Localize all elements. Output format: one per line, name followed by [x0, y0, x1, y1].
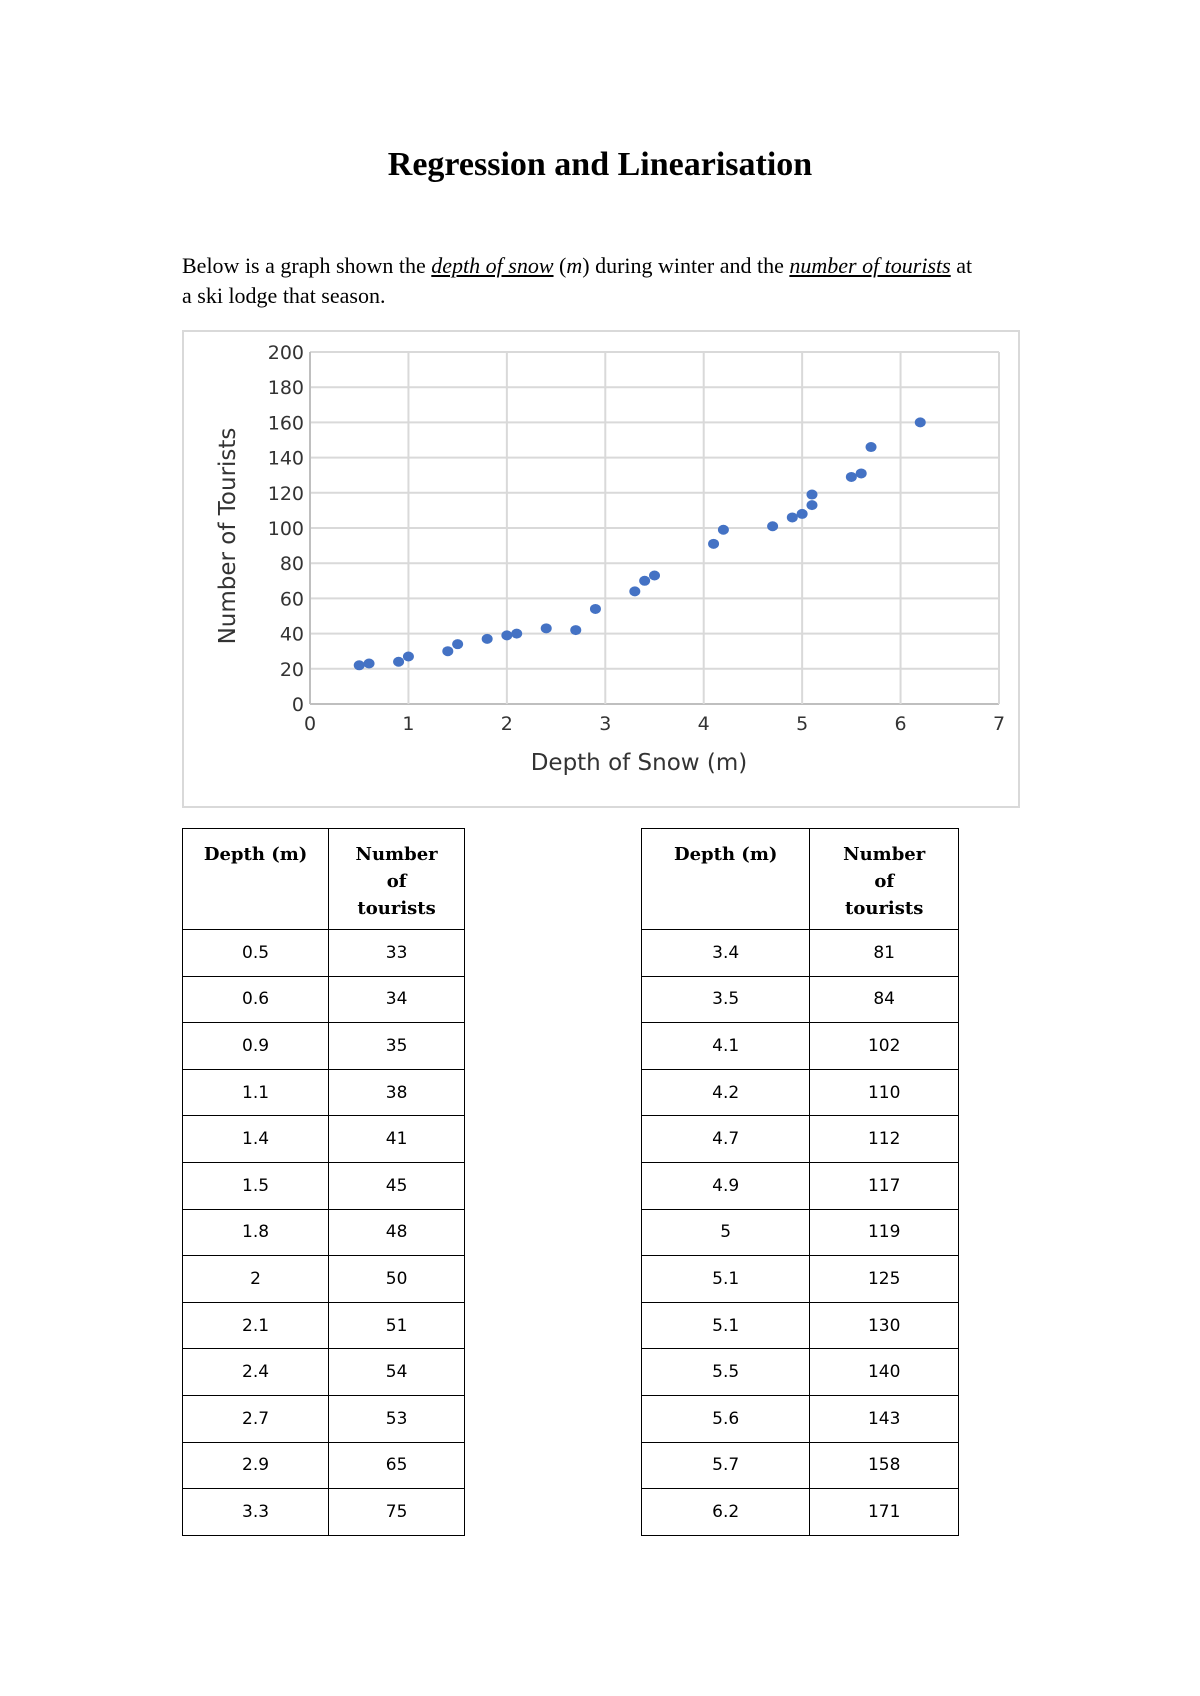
data-point: [856, 468, 867, 478]
chart-tick-labels: [268, 342, 1005, 735]
header-line: Number: [843, 844, 926, 865]
tourists-cell: 102: [810, 1023, 959, 1070]
header-line: of: [874, 871, 895, 892]
data-point: [442, 646, 453, 656]
table-row: [642, 976, 959, 1023]
tourists-cell: 110: [810, 1069, 959, 1116]
tourists-cell: 143: [810, 1395, 959, 1442]
y-tick-label: 200: [267, 342, 304, 364]
data-point: [541, 623, 552, 633]
tourists-cell: 119: [810, 1209, 959, 1256]
table-row: [183, 1256, 465, 1303]
x-tick-label: 0: [303, 713, 317, 735]
depth-cell: 5.1: [642, 1256, 810, 1303]
tourists-cell: 33: [329, 930, 465, 977]
data-point: [482, 634, 493, 644]
table-row: [183, 976, 465, 1023]
data-point: [806, 490, 817, 500]
chart-points: [354, 417, 926, 670]
data-point: [797, 509, 808, 519]
table-row: [183, 1489, 465, 1536]
y-tick-label: 20: [279, 658, 304, 681]
intro-text-3: ) during winter and the: [582, 253, 790, 278]
table-row: [183, 1023, 465, 1070]
intro-text-1: Below is a graph shown the: [182, 253, 432, 278]
chart-grid: [310, 352, 999, 704]
table-row: [183, 930, 465, 977]
header-number-of-tourists: [810, 829, 959, 930]
tourists-cell: 50: [329, 1256, 465, 1303]
depth-cell: 5.1: [642, 1302, 810, 1349]
intro-text-4: at a ski lodge that season.: [182, 253, 973, 308]
y-tick-label: 40: [279, 623, 304, 646]
x-axis-title: Depth of Snow (m): [530, 750, 748, 776]
depth-cell: 3.3: [183, 1489, 329, 1536]
data-point: [511, 629, 522, 639]
table-row: [183, 1162, 465, 1209]
table-row: [183, 1395, 465, 1442]
tourists-cell: 51: [329, 1302, 465, 1349]
data-point: [806, 500, 817, 510]
tourists-cell: 81: [810, 930, 959, 977]
tourists-cell: 140: [810, 1349, 959, 1396]
data-point: [629, 586, 640, 596]
data-point: [718, 525, 729, 535]
depth-cell: 3.4: [642, 930, 810, 977]
y-tick-label: 0: [291, 694, 304, 716]
y-tick-label: 80: [279, 553, 304, 576]
page-title: Regression and Linearisation: [387, 146, 813, 183]
depth-cell: 5.5: [642, 1349, 810, 1396]
table-header-row: [183, 829, 465, 930]
depth-cell: 0.6: [183, 976, 329, 1023]
tourists-cell: 117: [810, 1162, 959, 1209]
data-point: [787, 512, 798, 522]
data-point: [915, 417, 926, 427]
depth-cell: 4.2: [642, 1069, 810, 1116]
table-row: [183, 1116, 465, 1163]
table-row: [183, 1302, 465, 1349]
table-row: [642, 1302, 959, 1349]
depth-cell: 1.5: [183, 1162, 329, 1209]
depth-cell: 2: [183, 1256, 329, 1303]
scatter-chart-svg: [184, 332, 1018, 806]
table-row: [642, 1069, 959, 1116]
data-table-left: [182, 828, 465, 1536]
data-point: [866, 442, 877, 452]
x-tick-label: 1: [402, 713, 415, 735]
y-tick-label: 100: [267, 518, 304, 540]
intro-number-of-tourists: number of tourists: [789, 253, 951, 278]
depth-cell: 4.1: [642, 1023, 810, 1070]
depth-cell: 5.7: [642, 1442, 810, 1489]
depth-cell: 5: [642, 1209, 810, 1256]
data-point: [708, 539, 719, 549]
depth-cell: 0.5: [183, 930, 329, 977]
depth-cell: 5.6: [642, 1395, 810, 1442]
table-row: [183, 1069, 465, 1116]
depth-cell: 6.2: [642, 1489, 810, 1536]
depth-cell: 1.4: [183, 1116, 329, 1163]
data-point: [767, 521, 778, 531]
tourists-cell: 84: [810, 976, 959, 1023]
depth-cell: 2.4: [183, 1349, 329, 1396]
data-point: [452, 639, 463, 649]
scatter-chart: [182, 330, 1020, 808]
depth-cell: 2.7: [183, 1395, 329, 1442]
y-tick-label: 160: [267, 412, 304, 435]
tourists-cell: 34: [329, 976, 465, 1023]
y-axis-title: Number of Tourists: [215, 427, 241, 645]
depth-cell: 3.5: [642, 976, 810, 1023]
intro-unit-m: m: [566, 253, 583, 278]
x-tick-label: 4: [697, 713, 710, 735]
tourists-cell: 125: [810, 1256, 959, 1303]
y-tick-label: 120: [267, 482, 304, 505]
data-table-right: [641, 828, 959, 1536]
y-tick-label: 140: [267, 447, 304, 470]
data-point: [393, 657, 404, 667]
depth-cell: 1.1: [183, 1069, 329, 1116]
tourists-cell: 54: [329, 1349, 465, 1396]
tourists-cell: 158: [810, 1442, 959, 1489]
tourists-cell: 41: [329, 1116, 465, 1163]
table-row: [642, 1349, 959, 1396]
depth-cell: 1.8: [183, 1209, 329, 1256]
x-tick-label: 2: [500, 713, 513, 735]
table-row: [642, 1209, 959, 1256]
table-row: [642, 1489, 959, 1536]
table-row: [642, 1256, 959, 1303]
tourists-cell: 48: [329, 1209, 465, 1256]
depth-cell: 0.9: [183, 1023, 329, 1070]
tourists-cell: 65: [329, 1442, 465, 1489]
tourists-cell: 53: [329, 1395, 465, 1442]
data-point: [354, 660, 365, 670]
header-depth: Depth (m): [642, 829, 810, 930]
x-tick-label: 6: [894, 713, 907, 735]
data-point: [590, 604, 601, 614]
header-depth: Depth (m): [183, 829, 329, 930]
tourists-cell: 171: [810, 1489, 959, 1536]
depth-cell: 4.7: [642, 1116, 810, 1163]
data-point: [846, 472, 857, 482]
tourists-cell: 75: [329, 1489, 465, 1536]
depth-cell: 2.1: [183, 1302, 329, 1349]
intro-text-2: (: [553, 253, 567, 278]
x-tick-label: 3: [599, 713, 612, 735]
table-row: [183, 1349, 465, 1396]
data-point: [639, 576, 650, 586]
table-row: [642, 1023, 959, 1070]
tourists-cell: 130: [810, 1302, 959, 1349]
tourists-cell: 45: [329, 1162, 465, 1209]
depth-cell: 4.9: [642, 1162, 810, 1209]
header-number-of-tourists: Number of tourists: [329, 829, 465, 930]
tourists-cell: 35: [329, 1023, 465, 1070]
data-point: [570, 625, 581, 635]
table-row: [642, 930, 959, 977]
table-row: [642, 1395, 959, 1442]
tourists-cell: 38: [329, 1069, 465, 1116]
data-point: [403, 651, 414, 661]
table-header-row: [642, 829, 959, 930]
data-point: [364, 659, 375, 669]
x-tick-label: 5: [796, 713, 809, 735]
table-row: [642, 1162, 959, 1209]
table-row: [183, 1442, 465, 1489]
intro-paragraph: [182, 251, 982, 311]
table-row: [642, 1116, 959, 1163]
table-row: [642, 1442, 959, 1489]
data-point: [649, 571, 660, 581]
intro-depth-of-snow: depth of snow: [431, 253, 554, 278]
data-point: [501, 630, 512, 640]
table-row: [183, 1209, 465, 1256]
y-tick-label: 180: [267, 377, 304, 400]
tourists-cell: 112: [810, 1116, 959, 1163]
x-tick-label: 7: [992, 713, 1006, 735]
y-tick-label: 60: [279, 588, 304, 611]
depth-cell: 2.9: [183, 1442, 329, 1489]
header-line: tourists: [845, 898, 924, 919]
